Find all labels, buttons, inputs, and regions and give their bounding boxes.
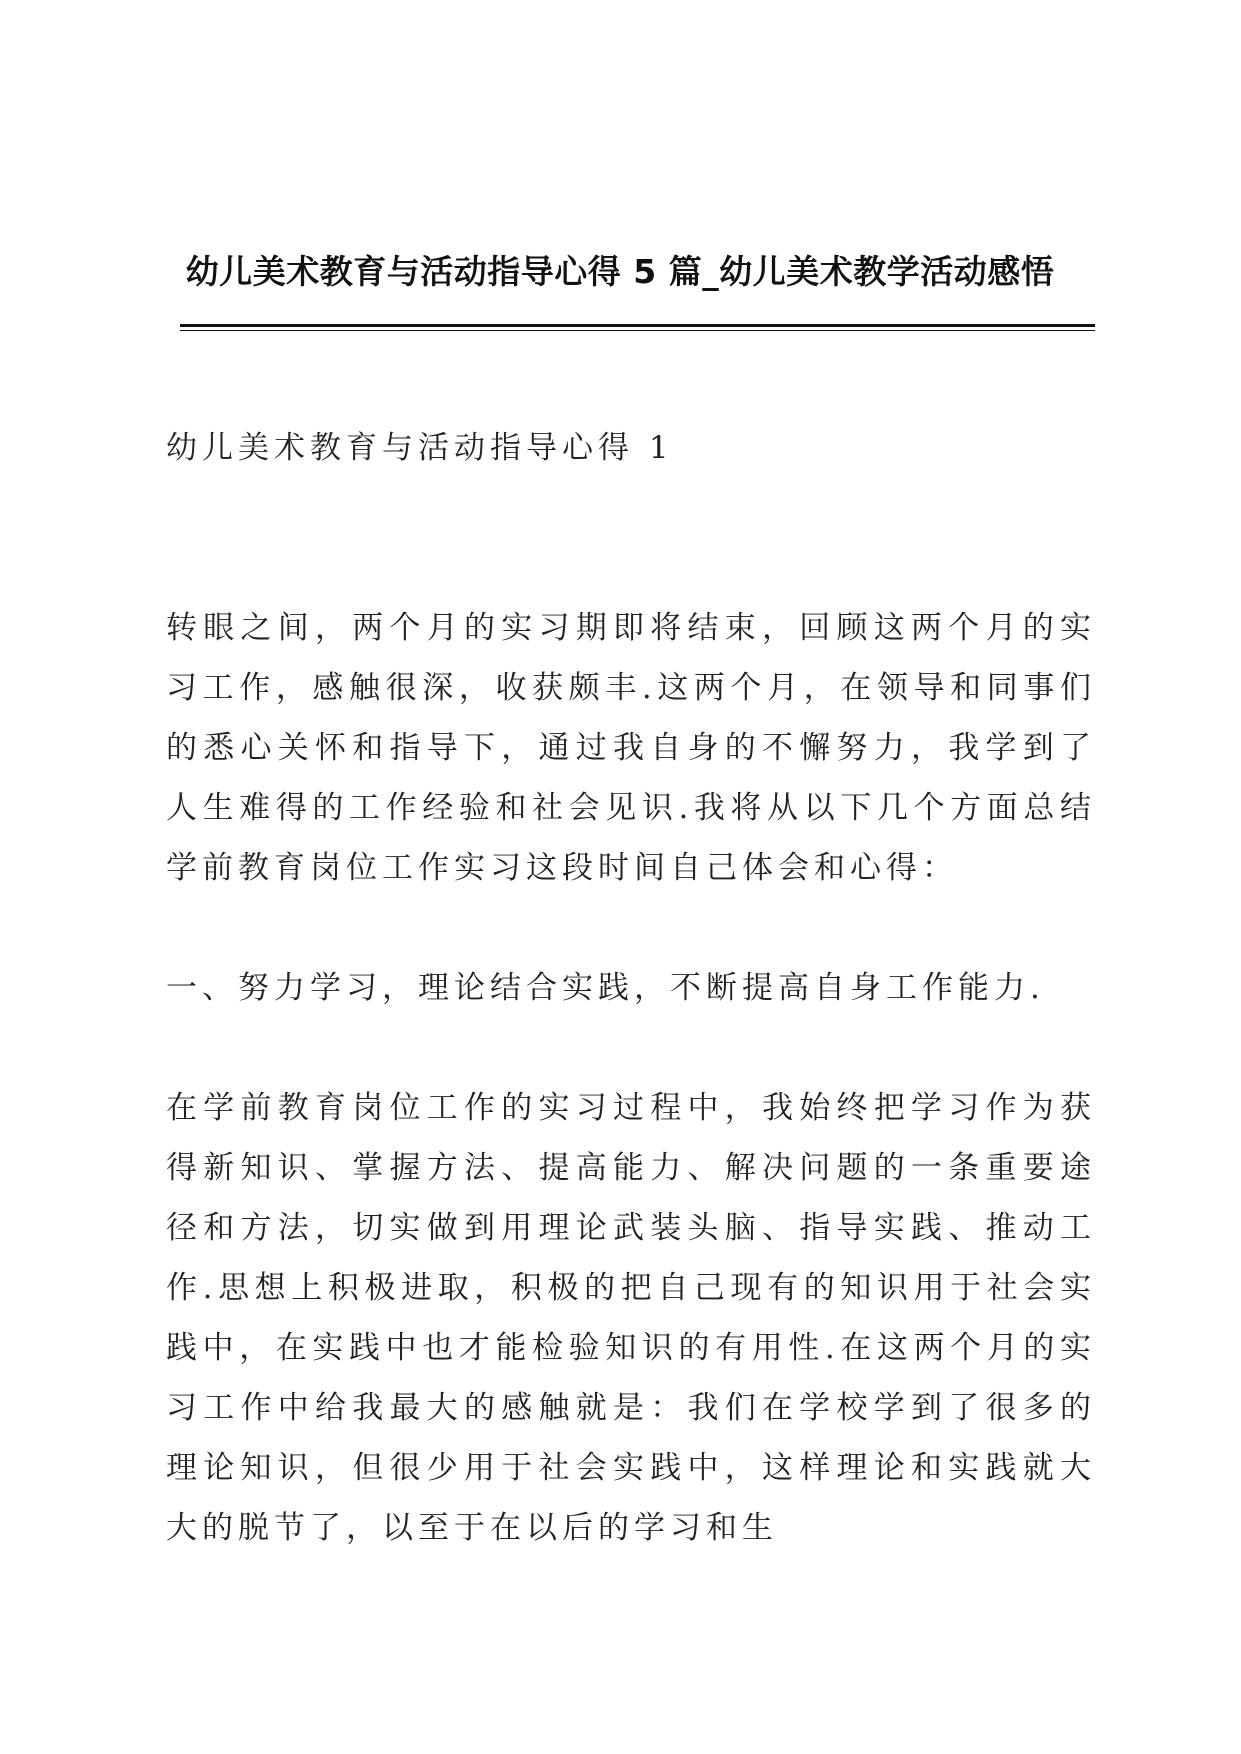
title-divider-thick (180, 324, 1095, 327)
document-body (166, 418, 1096, 1558)
section-title: 幼儿美术教育与活动指导心得 1 (166, 430, 674, 466)
paragraph-intro: 转眼之间，两个月的实习期即将结束，回顾这两个月的实习工作，感触很深，收获颇丰.这两个月，在领导和同事们的悉心关怀和指导下，通过我自身的不懈努力，我学到了人生难得的工作经验和社会见识.我将从以下几个方面总结学前教育岗位工作实习这段时间自己体会和心得： (166, 610, 1096, 886)
paragraph-body: 在学前教育岗位工作的实习过程中，我始终把学习作为获得新知识、掌握方法、提高能力、解决问题的一条重要途径和方法，切实做到用理论武装头脑、指导实践、推动工作.思想上积极进取，积极的把自己现有的知识用于社会实践中，在实践中也才能检验知识的有用性.在这两个月的实习工作中给我最大的感触就是：我们在学校学到了很多的理论知识，但很少用于社会实践中，这样理论和实践就大大的脱节了，以至于在以后的学习和生 (166, 1090, 1096, 1546)
spacer (166, 898, 1096, 958)
title-divider-thin (180, 330, 1095, 331)
spacer (166, 538, 1096, 598)
document-title: 幼儿美术教育与活动指导心得 5 篇_幼儿美术教学活动感悟 (185, 252, 1055, 291)
paragraph-heading-one: 一、努力学习，理论结合实践，不断提高自身工作能力. (166, 970, 1045, 1006)
spacer (166, 1018, 1096, 1078)
